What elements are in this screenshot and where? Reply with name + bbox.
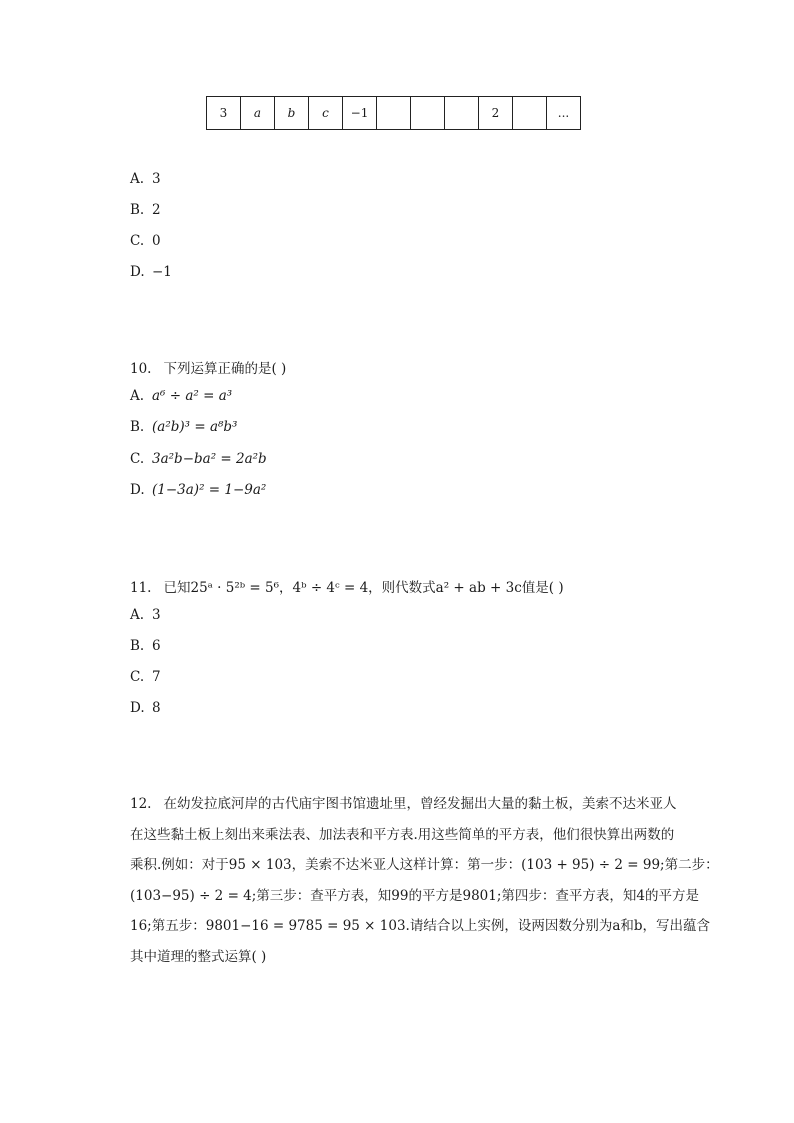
- table-cell: a: [241, 97, 275, 130]
- option-letter: A.: [130, 171, 145, 187]
- table-cell: b: [275, 97, 309, 130]
- option-text: 6: [152, 638, 161, 654]
- q11-stem: [130, 576, 564, 596]
- option-letter: D.: [130, 700, 145, 716]
- question-text: 在幼发拉底河岸的古代庙宇图书馆遗址里，曾经发掘出大量的黏土板，美索不达米亚人: [163, 796, 677, 812]
- q9-option-d[interactable]: [130, 264, 172, 280]
- q10-stem: [130, 357, 286, 377]
- option-letter: C.: [130, 669, 145, 685]
- question-line: [130, 789, 696, 820]
- option-text: −1: [152, 264, 172, 280]
- option-text: 3: [152, 171, 161, 187]
- option-text: 2: [152, 202, 161, 218]
- q10-option-a[interactable]: [130, 388, 232, 404]
- option-letter: D.: [130, 482, 145, 498]
- table-cell: [411, 97, 445, 130]
- q11-option-d[interactable]: [130, 700, 161, 716]
- table-cell: 2: [479, 97, 513, 130]
- option-text: 8: [152, 700, 161, 716]
- q9-option-c[interactable]: [130, 233, 161, 249]
- q11-option-b[interactable]: [130, 638, 161, 654]
- table-cell: [445, 97, 479, 130]
- table-cell: c: [309, 97, 343, 130]
- question-line: (103−95) ÷ 2 = 4;第三步：查平方表，知99的平方是9801;第四步：查平方表，知4的平方是: [130, 887, 699, 904]
- option-letter: C.: [130, 451, 145, 467]
- option-text: 7: [152, 669, 161, 685]
- question-text: 下列运算正确的是( ): [163, 361, 287, 377]
- option-letter: B.: [130, 638, 145, 654]
- question-number: 12.: [130, 796, 152, 812]
- option-text: a⁶ ÷ a² = a³: [152, 388, 233, 404]
- question-number: 10.: [130, 361, 152, 377]
- option-text: 3a²b−ba² = 2a²b: [152, 451, 267, 467]
- option-text: (a²b)³ = a⁸b³: [152, 419, 238, 435]
- option-letter: A.: [130, 607, 145, 623]
- option-letter: B.: [130, 202, 145, 218]
- table-cell: 3: [207, 97, 241, 130]
- table-cell: −1: [343, 97, 377, 130]
- q11-option-c[interactable]: [130, 669, 161, 685]
- option-text: (1−3a)² = 1−9a²: [152, 482, 267, 498]
- q12-stem: [130, 789, 719, 972]
- question-line: 其中道理的整式运算( ): [130, 948, 267, 965]
- option-text: 3: [152, 607, 161, 623]
- q10-option-c[interactable]: [130, 451, 267, 467]
- question-number: 11.: [130, 580, 152, 596]
- table-cell: ...: [547, 97, 581, 130]
- option-letter: A.: [130, 388, 145, 404]
- q10-option-b[interactable]: [130, 419, 237, 435]
- table-cell: [513, 97, 547, 130]
- question-line: 在这些黏土板上刻出来乘法表、加法表和平方表.用这些简单的平方表，他们很快算出两数的: [130, 826, 675, 843]
- question-line: 16;第五步：9801−16 = 9785 = 95 × 103.请结合以上实例，设两因数分别为a和b，写出蕴含: [130, 918, 711, 934]
- q11-option-a[interactable]: [130, 607, 161, 623]
- option-text: 0: [152, 233, 161, 249]
- sequence-table: [206, 96, 581, 130]
- table-row: [207, 97, 581, 130]
- option-letter: D.: [130, 264, 145, 280]
- question-line: 乘积.例如：对于95 × 103，美索不达米亚人这样计算：第一步：(103 + 95) ÷ 2 = 99;第二步：: [130, 857, 719, 873]
- q10-option-d[interactable]: [130, 482, 266, 498]
- q9-option-b[interactable]: [130, 202, 161, 218]
- table-cell: [377, 97, 411, 130]
- option-letter: B.: [130, 419, 145, 435]
- question-text: 已知25ᵃ · 5²ᵇ = 5⁶，4ᵇ ÷ 4ᶜ = 4，则代数式a² + ab + 3c值是( ): [163, 580, 564, 596]
- q9-option-a[interactable]: [130, 171, 161, 187]
- option-letter: C.: [130, 233, 145, 249]
